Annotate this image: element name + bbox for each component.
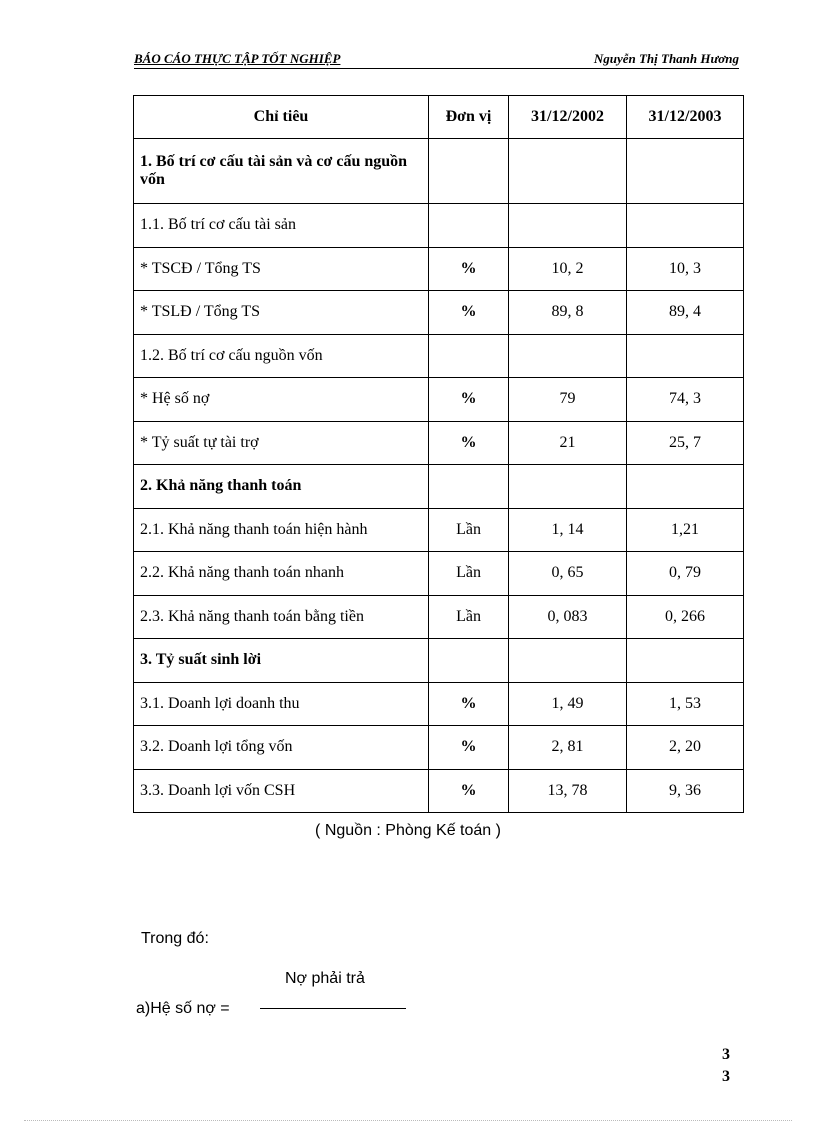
row-unit [429,334,509,378]
row-unit [429,639,509,683]
row-value-2003 [627,204,744,248]
row-label: 1. Bố trí cơ cấu tài sản và cơ cấu nguồn vốn [134,139,429,204]
table-row [134,334,744,378]
row-unit: Lần [429,508,509,552]
table-row [134,247,744,291]
column-header-2003: 31/12/2003 [627,96,744,139]
row-unit: % [429,247,509,291]
row-value-2003: 9, 36 [627,769,744,813]
row-unit [429,204,509,248]
row-value-2002: 89, 8 [509,291,627,335]
row-value-2003: 10, 3 [627,247,744,291]
row-label: * TSLĐ / Tổng TS [134,291,429,335]
row-label: * TSCĐ / Tổng TS [134,247,429,291]
row-value-2003: 0, 79 [627,552,744,596]
table-row [134,508,744,552]
formula-label: a)Hệ số nợ = [136,1000,230,1017]
row-label: 3.3. Doanh lợi vốn CSH [134,769,429,813]
row-value-2002: 21 [509,421,627,465]
row-unit: % [429,726,509,770]
table-row [134,139,744,204]
table-row [134,204,744,248]
row-unit [429,465,509,509]
row-label: * Hệ số nợ [134,378,429,422]
row-unit: % [429,682,509,726]
row-unit: % [429,291,509,335]
row-unit: % [429,769,509,813]
column-header-2002: 31/12/2002 [509,96,627,139]
footer-divider [24,1120,792,1121]
table-row [134,421,744,465]
row-label: 2.1. Khả năng thanh toán hiện hành [134,508,429,552]
row-value-2002: 0, 083 [509,595,627,639]
row-value-2002: 1, 49 [509,682,627,726]
row-unit: Lần [429,595,509,639]
row-value-2003 [627,139,744,204]
page-number: 3 [722,1046,730,1063]
row-label: 2.2. Khả năng thanh toán nhanh [134,552,429,596]
table-row [134,682,744,726]
row-label: 2.3. Khả năng thanh toán bằng tiền [134,595,429,639]
row-unit: % [429,421,509,465]
source-caption: ( Nguồn : Phòng Kế toán ) [315,822,501,839]
table-header-row [134,96,744,139]
row-value-2002 [509,639,627,683]
row-value-2002: 0, 65 [509,552,627,596]
row-value-2002: 79 [509,378,627,422]
row-value-2002 [509,334,627,378]
row-value-2003: 1, 53 [627,682,744,726]
row-value-2003 [627,465,744,509]
table-row [134,378,744,422]
row-value-2003: 2, 20 [627,726,744,770]
note-text: Trong đó: [141,930,209,947]
row-label: 2. Khả năng thanh toán [134,465,429,509]
table-row [134,639,744,683]
row-unit: % [429,378,509,422]
financial-ratios-table [133,95,744,813]
row-unit: Lần [429,552,509,596]
report-title: BÁO CÁO THỰC TẬP TỐT NGHIỆP [134,51,341,66]
row-value-2003 [627,334,744,378]
table-row [134,552,744,596]
row-value-2002 [509,465,627,509]
row-label: 3.1. Doanh lợi doanh thu [134,682,429,726]
author-name: Nguyễn Thị Thanh Hương [593,51,739,66]
row-value-2002 [509,139,627,204]
row-unit [429,139,509,204]
row-label: 1.2. Bố trí cơ cấu nguồn vốn [134,334,429,378]
row-value-2002 [509,204,627,248]
table-row [134,465,744,509]
row-label: 3. Tỷ suất sinh lời [134,639,429,683]
column-header-unit: Đơn vị [429,96,509,139]
table-row [134,726,744,770]
row-value-2003: 1,21 [627,508,744,552]
row-label: 1.1. Bố trí cơ cấu tài sản [134,204,429,248]
table-row [134,595,744,639]
row-label: * Tỷ suất tự tài trợ [134,421,429,465]
row-value-2002: 13, 78 [509,769,627,813]
table-row [134,769,744,813]
financial-ratios-table-container [133,95,743,813]
page-number: 3 [722,1068,730,1085]
row-value-2002: 10, 2 [509,247,627,291]
row-label: 3.2. Doanh lợi tổng vốn [134,726,429,770]
table-row [134,291,744,335]
row-value-2003 [627,639,744,683]
page-header [134,50,739,69]
row-value-2002: 1, 14 [509,508,627,552]
row-value-2003: 25, 7 [627,421,744,465]
row-value-2003: 0, 266 [627,595,744,639]
column-header-indicator: Chỉ tiêu [134,96,429,139]
fraction-line [260,1008,406,1009]
row-value-2003: 74, 3 [627,378,744,422]
row-value-2002: 2, 81 [509,726,627,770]
row-value-2003: 89, 4 [627,291,744,335]
formula-numerator: Nợ phải trả [285,970,365,987]
